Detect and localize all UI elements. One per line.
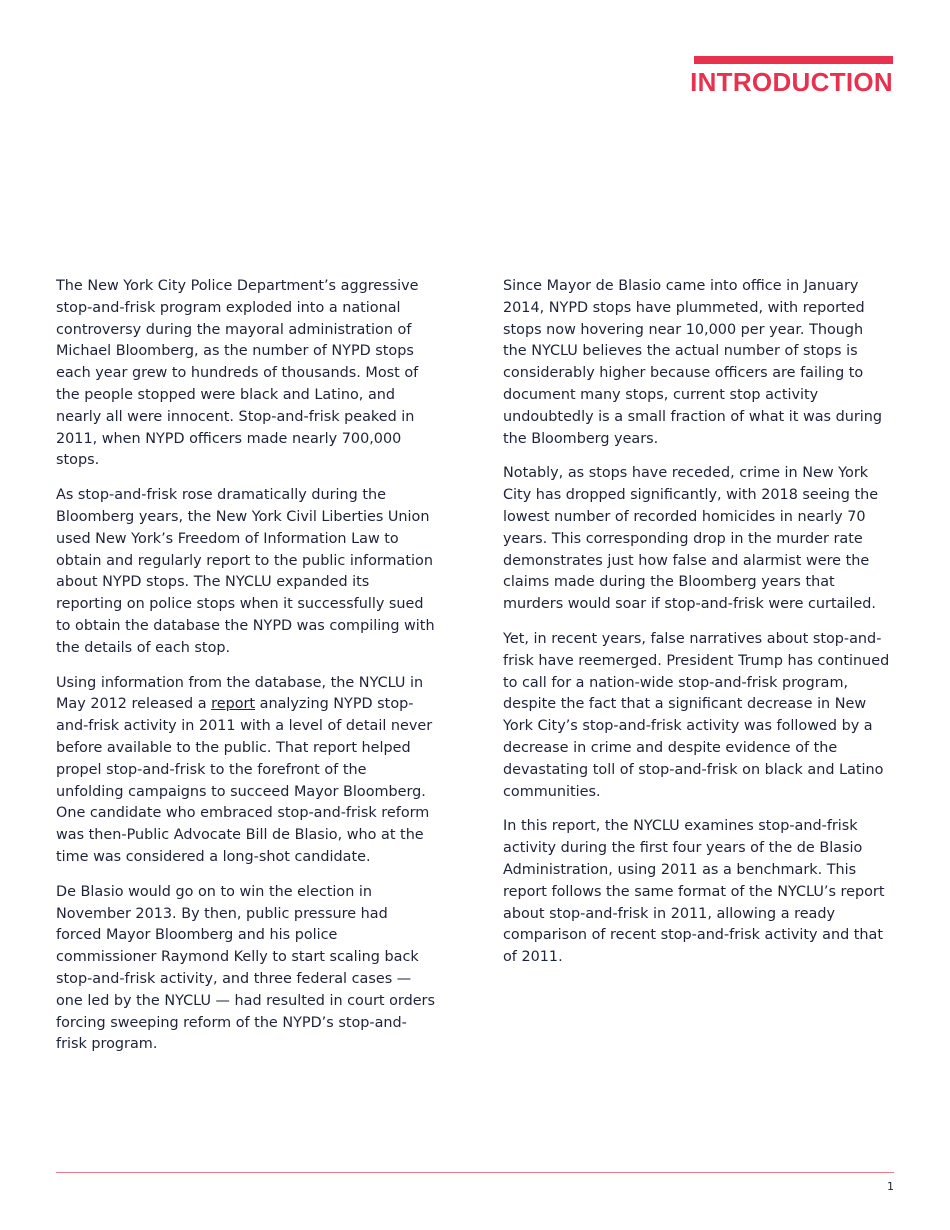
right-paragraph-1: Since Mayor de Blasio came into office in January 2014, NYPD stops have plummeted, with reported stops now hovering near 10,000 per year. Though the NYCLU believes the actual number of stops is considerably higher because officers are failing to document many stops, current stop activity undoubtedly is a small fraction of what it was during the Bloomberg years.	[503, 278, 883, 447]
page-title: INTRODUCTION	[690, 67, 893, 97]
left-paragraph-1: The New York City Police Department’s aggressive stop-and-frisk program exploded into a national controversy during the mayoral administration of Michael Bloomberg, as the number of NYPD stops each year grew to hundreds of thousands. Most of the people stopped were black and Latino, and nearly all were innocent. Stop-and-frisk peaked in 2011, when NYPD officers made nearly 700,000 stops.	[56, 278, 419, 469]
footer-divider	[56, 1172, 894, 1173]
left-column	[56, 276, 436, 1069]
right-paragraph-3: Yet, in recent years, false narratives about stop-and-frisk have reemerged. President Trump has continued to call for a nation-wide stop-and-frisk program, despite the fact that a significant decrease in New York City’s stop-and-frisk activity was followed by a decrease in crime and despite evidence of the devastating toll of stop-and-frisk on black and Latino communities.	[503, 630, 890, 800]
left-paragraph-3-intro: Using information from the database, the NYCLU in May 2012 released a	[56, 674, 424, 713]
right-paragraph-2: Notably, as stops have receded, crime in New York City has dropped significantly, with 2018 seeing the lowest number of recorded homicides in nearly 70 years. This corresponding drop in the murder rate demonstrates just how false and alarmist were the claims made during the Bloomberg years that murders would soar if stop-and-frisk were curtailed.	[503, 465, 879, 613]
page-number: 1	[887, 1180, 894, 1193]
right-column	[503, 276, 891, 982]
left-paragraph-4: De Blasio would go on to win the election in November 2013. By then, public pressure had forced Mayor Bloomberg and his police commissioner Raymond Kelly to start scaling back stop-and-frisk activity, and three federal cases — one led by the NYCLU — had resulted in court orders forcing sweeping reform of the NYPD’s stop-and-frisk program.	[56, 883, 435, 1053]
header-accent-bar	[694, 56, 893, 64]
left-paragraph-3-rest: analyzing NYPD stop-and-frisk activity in 2011 with a level of detail never before available to the public. That report helped propel stop-and-frisk to the forefront of the unfolding campaigns to succeed Mayor Bloomberg. One candidate who embraced stop-and-frisk reform was then-Public Advocate Bill de Blasio, who at the time was considered a long-shot candidate.	[56, 696, 433, 865]
report-link[interactable]: report	[211, 696, 256, 713]
left-paragraph-3	[56, 673, 436, 869]
right-paragraph-4: In this report, the NYCLU examines stop-and-frisk activity during the first four years of the de Blasio Administration, using 2011 as a benchmark. This report follows the same format of the NYCLU’s report about stop-and-frisk in 2011, allowing a ready comparison of recent stop-and-frisk activity and that of 2011.	[503, 818, 885, 966]
left-paragraph-2: As stop-and-frisk rose dramatically during the Bloomberg years, the New York Civil Liberties Union used New York’s Freedom of Information Law to obtain and regularly report to the public information about NYPD stops. The NYCLU expanded its reporting on police stops when it successfully sued to obtain the database the NYPD was compiling with the details of each stop.	[56, 487, 435, 656]
